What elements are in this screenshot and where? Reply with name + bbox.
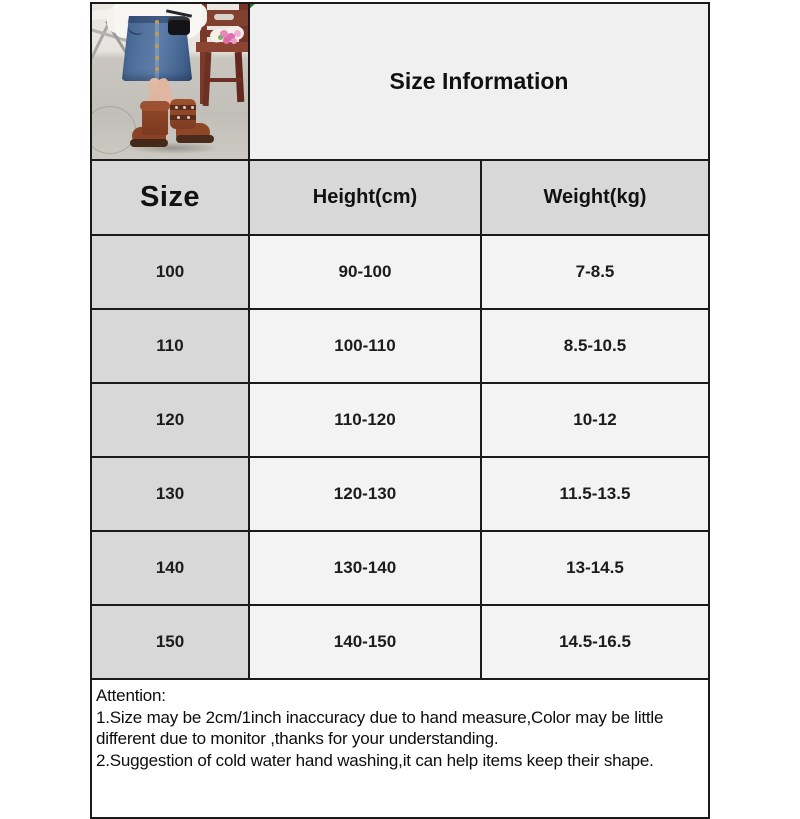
product-photo xyxy=(92,4,248,159)
boot-strap xyxy=(170,115,196,120)
size-table xyxy=(90,2,710,819)
weight-value: 13-14.5 xyxy=(481,531,709,605)
wooden-chair xyxy=(206,78,242,82)
boot-stud xyxy=(177,116,180,119)
right-boot-sole xyxy=(176,135,214,143)
weight-value: 10-12 xyxy=(481,383,709,457)
size-chart-sheet xyxy=(90,2,708,819)
flower xyxy=(223,37,230,44)
size-information-title-cell xyxy=(249,3,709,160)
weight-value: 7-8.5 xyxy=(481,235,709,309)
boot-stud xyxy=(191,106,194,109)
skirt-button xyxy=(155,32,159,36)
size-value: 130 xyxy=(91,457,249,531)
skirt-button xyxy=(155,44,159,48)
flower-leaf xyxy=(218,35,223,40)
height-value: 140-150 xyxy=(249,605,481,679)
attention-line-1: 1.Size may be 2cm/1inch inaccuracy due to hand measure,Color may be little different due to monitor ,thanks for your understanding. xyxy=(96,707,664,748)
left-boot-cuff xyxy=(140,101,170,111)
right-boot xyxy=(170,99,196,129)
height-value: 100-110 xyxy=(249,309,481,383)
boot-stud xyxy=(175,106,178,109)
size-value: 150 xyxy=(91,605,249,679)
table-row xyxy=(91,235,709,309)
size-value: 100 xyxy=(91,235,249,309)
attention-note xyxy=(91,679,709,818)
wooden-chair xyxy=(235,52,245,102)
weight-value: 14.5-16.5 xyxy=(481,605,709,679)
skirt-button xyxy=(155,20,159,24)
weight-value: 11.5-13.5 xyxy=(481,457,709,531)
product-photo-cell xyxy=(91,3,249,160)
green-corner-flag-icon xyxy=(249,3,257,10)
size-value: 140 xyxy=(91,531,249,605)
page-title: Size Information xyxy=(389,68,569,94)
left-boot-sole xyxy=(130,139,168,147)
attention-heading: Attention: xyxy=(96,686,166,705)
skirt-button xyxy=(155,56,159,60)
table-header-row xyxy=(91,160,709,235)
waist-bag xyxy=(168,17,190,35)
height-value: 90-100 xyxy=(249,235,481,309)
size-value: 120 xyxy=(91,383,249,457)
attention-line-2: 2.Suggestion of cold water hand washing,it can help items keep their shape. xyxy=(96,750,654,770)
top-row xyxy=(91,3,709,160)
table-row xyxy=(91,457,709,531)
flower xyxy=(231,38,237,44)
weight-value: 8.5-10.5 xyxy=(481,309,709,383)
table-row xyxy=(91,531,709,605)
wooden-chair xyxy=(196,42,248,52)
attention-row xyxy=(91,679,709,818)
flower xyxy=(234,30,241,37)
column-header-size: Size xyxy=(91,160,249,235)
column-header-height: Height(cm) xyxy=(249,160,481,235)
chair-handle-slot xyxy=(214,14,234,20)
height-value: 110-120 xyxy=(249,383,481,457)
column-header-weight: Weight(kg) xyxy=(481,160,709,235)
height-value: 120-130 xyxy=(249,457,481,531)
size-value: 110 xyxy=(91,309,249,383)
height-value: 130-140 xyxy=(249,531,481,605)
boot-stud xyxy=(183,106,186,109)
table-row xyxy=(91,309,709,383)
boot-stud xyxy=(187,116,190,119)
table-row xyxy=(91,383,709,457)
skirt-button xyxy=(155,67,159,71)
table-row xyxy=(91,605,709,679)
